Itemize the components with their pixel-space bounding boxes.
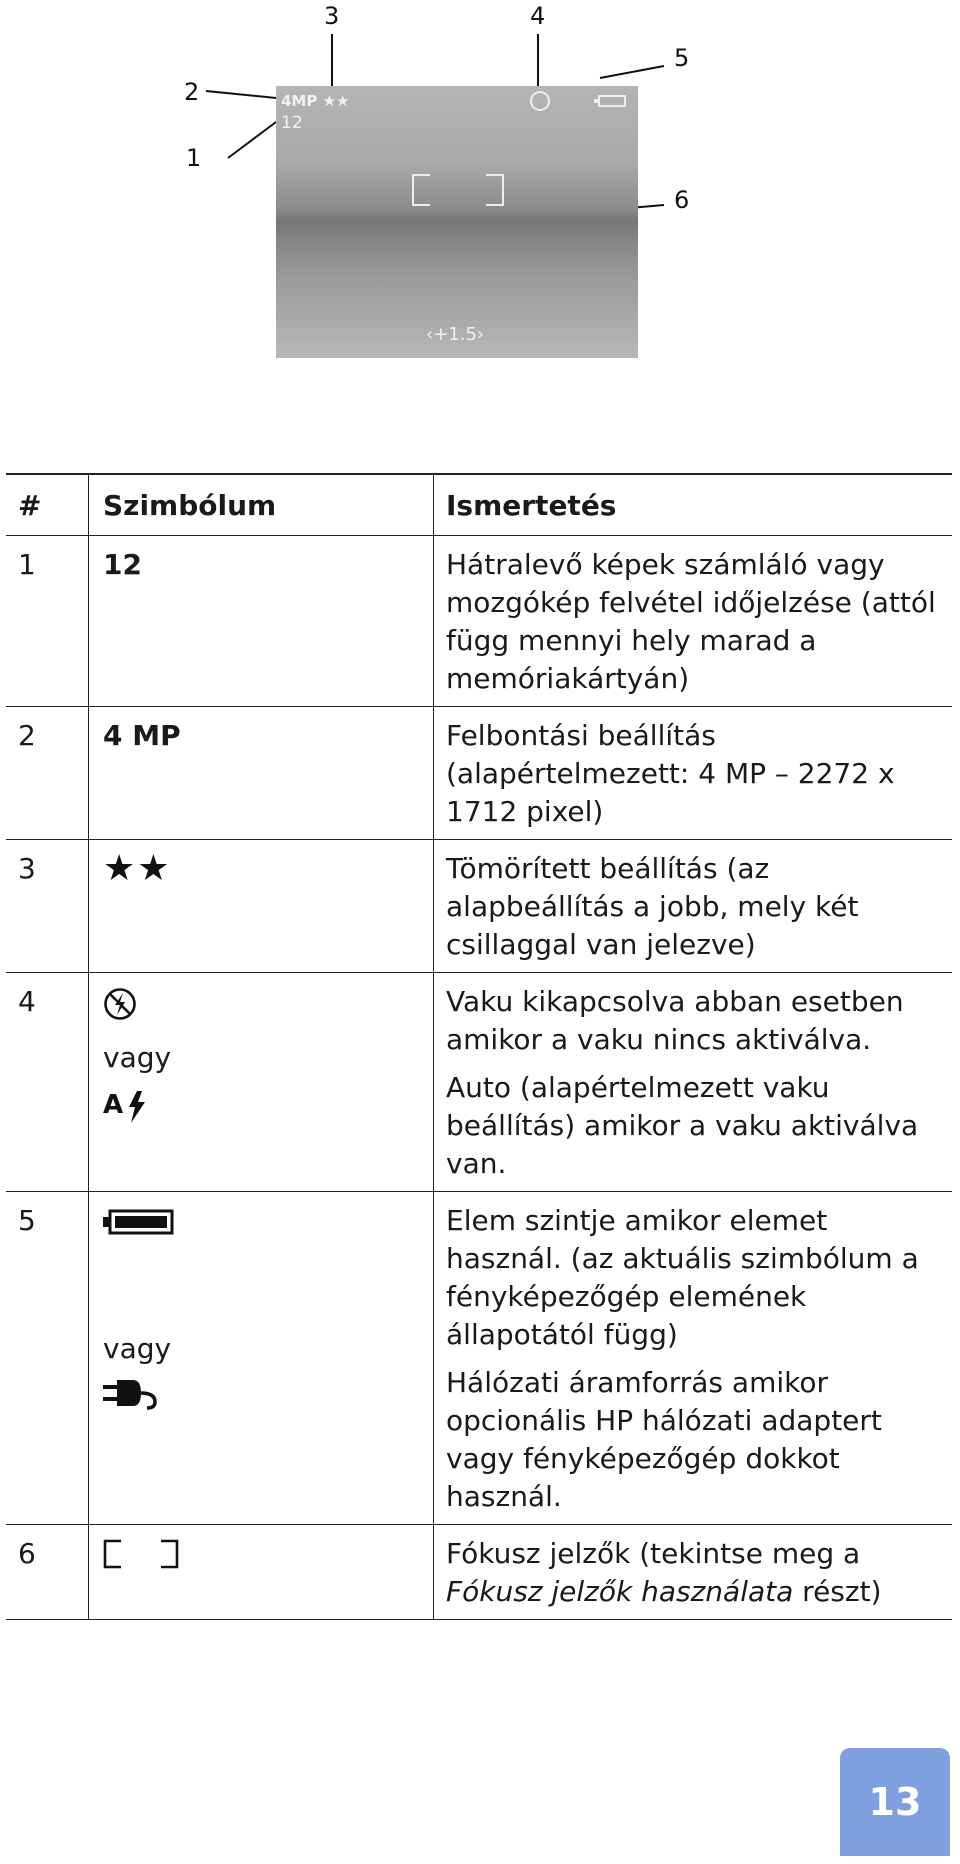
lcd-exposure-compensation: ‹+1.5›	[426, 324, 485, 345]
two-stars-icon: ★★	[103, 848, 172, 889]
callout-6: 6	[674, 186, 690, 214]
lcd-battery-icon	[598, 95, 626, 107]
lcd-picture-count: 12	[281, 113, 303, 133]
symbol-count-text: 12	[103, 548, 142, 581]
table-row	[6, 536, 952, 707]
lcd-resolution-label: 4MP ★★	[281, 92, 350, 110]
row-description: Hálózati áramforrás amikor opcionális HP hálózati adaptert vagy fényképezőgép dokkot használ.	[446, 1366, 882, 1513]
table-row	[6, 707, 952, 840]
callout-3: 3	[324, 2, 340, 30]
row-number: 2	[6, 707, 89, 840]
table-header-row	[6, 474, 952, 536]
row-number: 6	[6, 1525, 89, 1620]
header-symbol: Szimbólum	[89, 474, 434, 536]
lcd-preview-image	[276, 86, 638, 358]
table-row	[6, 1192, 952, 1525]
callout-1: 1	[186, 144, 202, 172]
lcd-focus-bracket-left-icon	[412, 174, 430, 206]
focus-brackets-icon	[103, 1539, 179, 1579]
or-label: vagy	[103, 1332, 172, 1365]
row-number: 3	[6, 840, 89, 973]
row-number: 1	[6, 536, 89, 707]
callout-2: 2	[184, 78, 200, 106]
camera-display-figure	[0, 0, 960, 380]
header-description: Ismertetés	[446, 489, 617, 522]
table-row	[6, 1525, 952, 1620]
row-description: Felbontási beállítás (alapértelmezett: 4 MP – 2272 x 1712 pixel)	[446, 719, 895, 828]
row-description: Elem szintje amikor elemet használ. (az aktuális szimbólum a fényképezőgép elemének állapotától függ)	[446, 1204, 919, 1351]
table-row	[6, 973, 952, 1192]
row-description: Auto (alapértelmezett vaku beállítás) amikor a vaku aktiválva van.	[446, 1071, 919, 1180]
row-description: Tömörített beállítás (az alapbeállítás a jobb, mely két csillaggal van jelezve)	[446, 852, 859, 961]
ac-power-plug-icon	[103, 1376, 163, 1420]
svg-text:A: A	[103, 1090, 124, 1120]
row-number: 4	[6, 973, 89, 1192]
callout-5: 5	[674, 44, 690, 72]
row-description	[446, 1535, 948, 1611]
header-num: #	[6, 474, 89, 536]
desc-text: Fókusz jelzők (tekintse meg a	[446, 1537, 861, 1570]
symbol-table	[6, 473, 952, 1620]
cross-reference-link: Fókusz jelzők használata	[446, 1575, 794, 1608]
battery-icon	[103, 1208, 175, 1246]
symbol-resolution-text: 4 MP	[103, 719, 181, 752]
row-description: Vaku kikapcsolva abban esetben amikor a vaku nincs aktiválva.	[446, 985, 904, 1056]
table-row	[6, 840, 952, 973]
row-number: 5	[6, 1192, 89, 1525]
page-number: 13	[840, 1748, 950, 1856]
callout-4: 4	[530, 2, 546, 30]
or-label: vagy	[103, 1041, 172, 1074]
lcd-focus-bracket-right-icon	[486, 174, 504, 206]
row-description: Hátralevő képek számláló vagy mozgókép felvétel időjelzése (attól függ mennyi hely marad a memóriakártyán)	[446, 548, 936, 695]
lcd-flash-off-icon	[530, 91, 550, 111]
desc-text: részt)	[793, 1575, 882, 1608]
flash-off-icon	[103, 987, 137, 1031]
auto-flash-icon	[103, 1085, 153, 1135]
